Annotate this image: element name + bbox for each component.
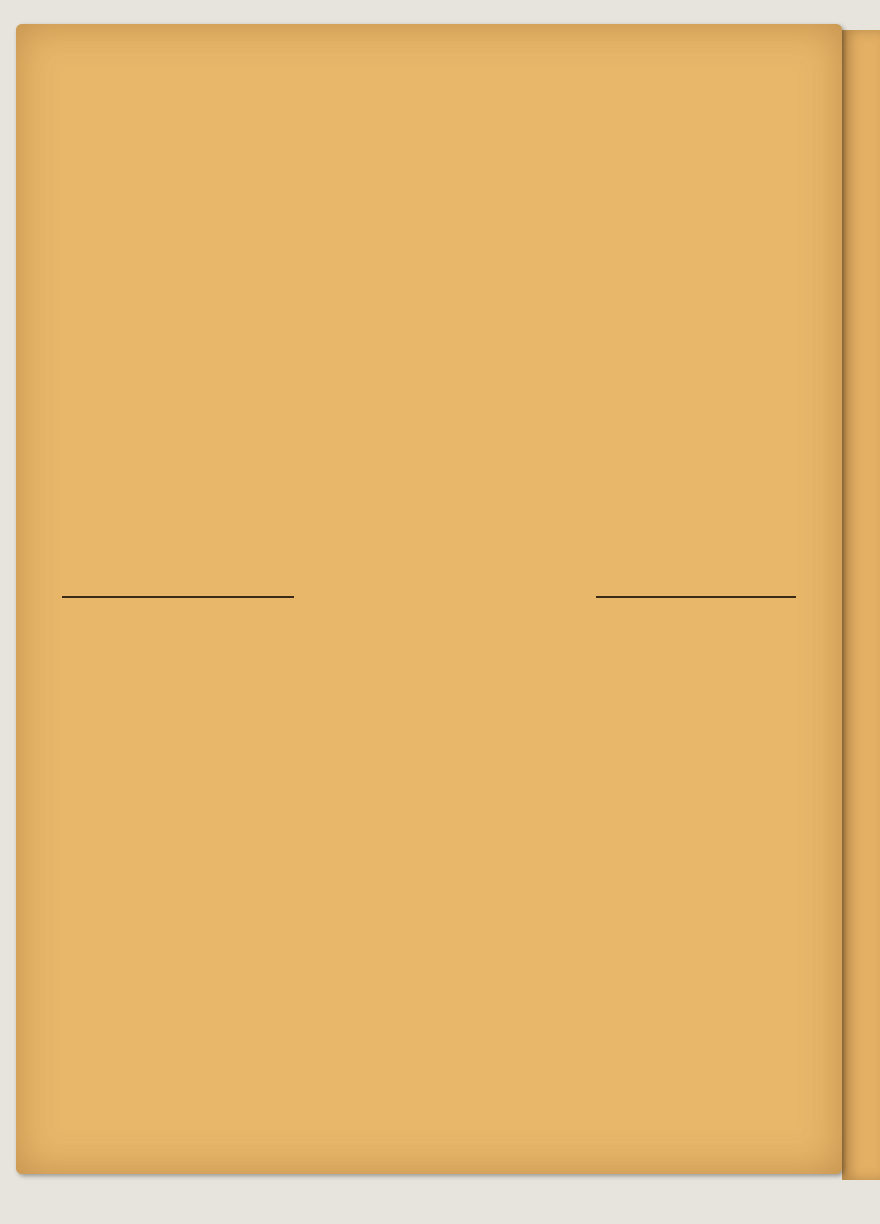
magazine-page [16,24,842,1174]
divider-rule-right [596,596,796,598]
divider-rule-left [62,596,294,598]
next-page-edge [842,30,880,1180]
